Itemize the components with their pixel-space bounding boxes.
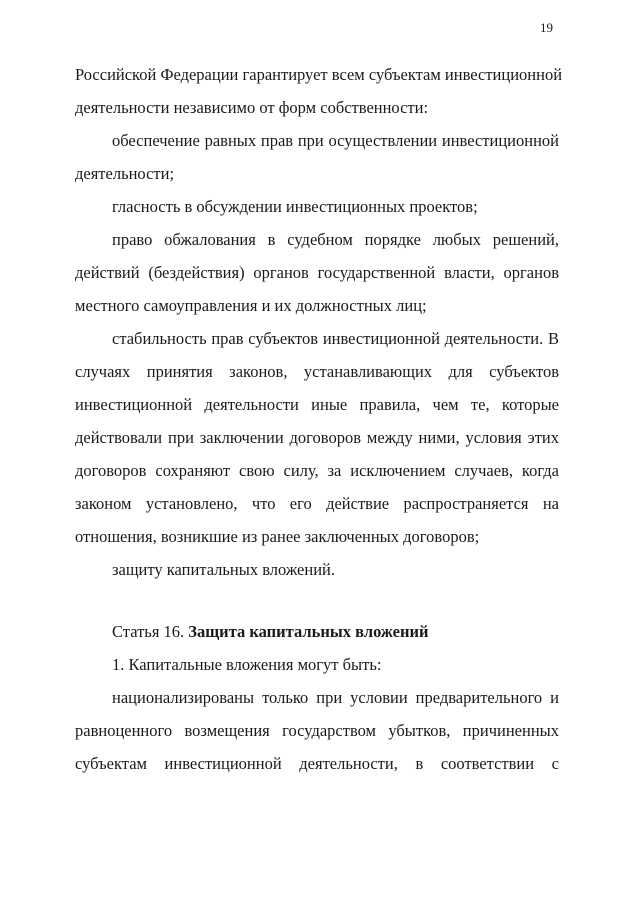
paragraph-line: инвестиционной деятельности иные правила, чем те, которые <box>75 395 559 414</box>
paragraph-line: договоров сохраняют свою силу, за исключением случаев, когда <box>75 461 559 480</box>
paragraph-line: действовали при заключении договоров между ними, условия этих <box>75 428 559 447</box>
paragraph-line: Российской Федерации гарантирует всем субъектам инвестиционной <box>75 65 563 84</box>
paragraph-line: стабильность прав субъектов инвестиционной деятельности. В <box>112 329 559 348</box>
paragraph-line: субъектам инвестиционной деятельности, в соответствии с <box>75 754 559 773</box>
paragraph-line: гласность в обсуждении инвестиционных проектов; <box>112 197 478 216</box>
paragraph-line: местного самоуправления и их должностных лиц; <box>75 296 427 315</box>
paragraph-line: национализированы только при условии предварительного и <box>112 688 559 707</box>
article-number: Статья 16. <box>112 622 189 641</box>
paragraph-line: отношения, возникшие из ранее заключенных договоров; <box>75 527 480 546</box>
paragraph-line: деятельности независимо от форм собственности: <box>75 98 429 117</box>
paragraph-line: случаях принятия законов, устанавливающих для субъектов <box>75 362 559 381</box>
page-number: 19 <box>540 20 553 35</box>
paragraph-line: деятельности; <box>75 164 175 183</box>
paragraph-line: 1. Капитальные вложения могут быть: <box>112 655 382 674</box>
article-heading <box>112 622 429 642</box>
paragraph-line: законом установлено, что его действие распространяется на <box>75 494 559 513</box>
paragraph-line: действий (бездействия) органов государственной власти, органов <box>75 263 559 282</box>
article-title: Защита капитальных вложений <box>188 622 429 641</box>
paragraph-line: право обжалования в судебном порядке любых решений, <box>112 230 559 249</box>
paragraph-line: обеспечение равных прав при осуществлении инвестиционной <box>112 131 559 150</box>
paragraph-line: защиту капитальных вложений. <box>112 560 335 579</box>
paragraph-line: равноценного возмещения государством убытков, причиненных <box>75 721 559 740</box>
